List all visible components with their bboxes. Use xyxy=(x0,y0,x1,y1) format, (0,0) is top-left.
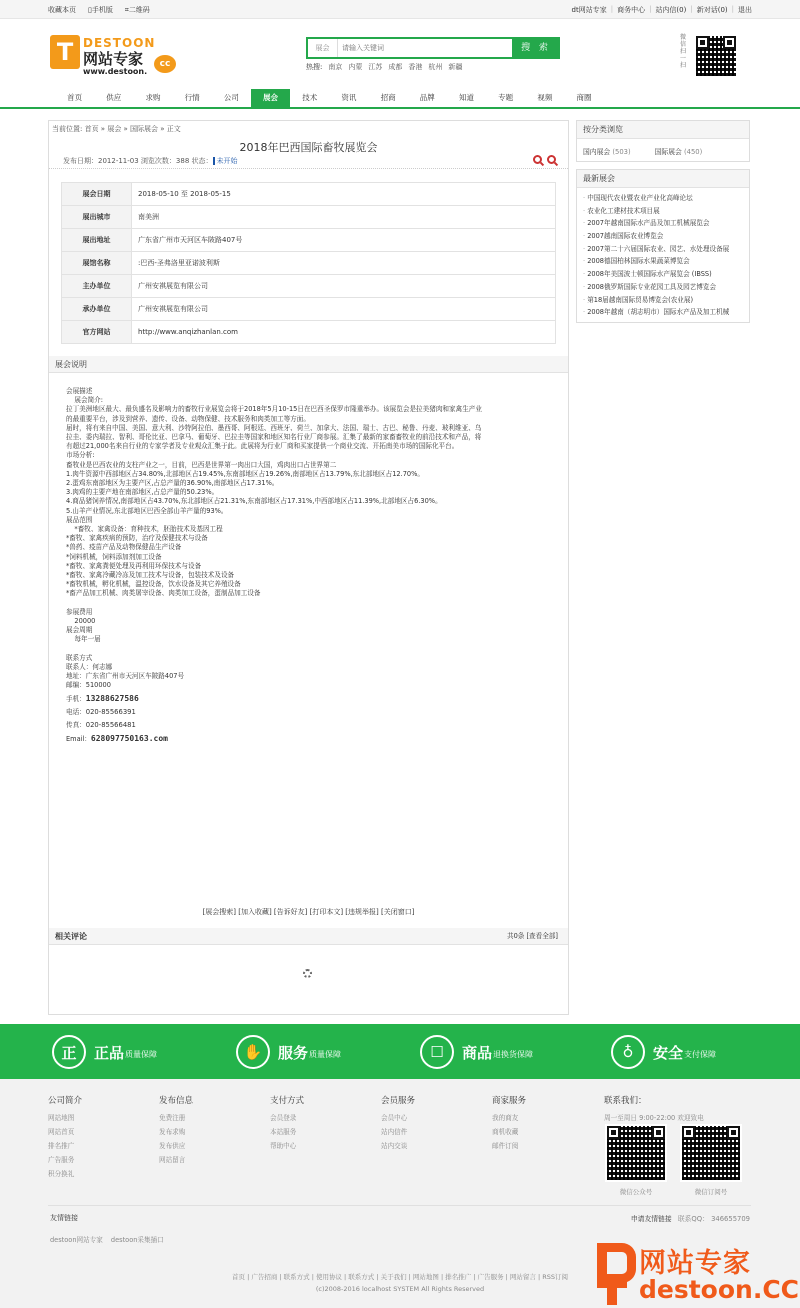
nav-item[interactable]: 资讯 xyxy=(341,93,357,102)
description-line: 届时，将有来自中国、美国、意大利、沙特阿拉伯、墨西哥、阿根廷、西班牙、荷兰、加拿大、法国、瑞士、古巴、秘鲁、丹麦、玻利维亚、乌 xyxy=(66,423,482,432)
search-button[interactable]: 搜 索 xyxy=(512,37,560,59)
apply-link-button[interactable]: 申请友情链接 xyxy=(630,1215,672,1223)
description-line: 参展费用 xyxy=(66,607,93,616)
contact-hours: 周一至周日 9:00-22:00 欢迎致电 xyxy=(604,1114,704,1122)
footer-link[interactable]: 免费注册 xyxy=(159,1114,186,1122)
info-value: 广州安祺展览有限公司 xyxy=(132,298,556,321)
description-line: 拉丁美洲地区最大、最负盛名及影响力的畜牧行业展览会将于2018年5月10-15日在巴西圣保罗市隆重举办。该展览会是拉美猪肉和家禽生产业 xyxy=(66,405,482,414)
info-value: 南美洲 xyxy=(132,206,556,229)
bag-icon: ☐ xyxy=(420,1035,454,1069)
qrcode-caption: 微信扫一扫 xyxy=(680,34,687,69)
info-row xyxy=(62,298,556,321)
qrcode-link[interactable] xyxy=(125,5,150,15)
nav-item[interactable]: 求购 xyxy=(145,93,161,102)
status-badge: 未开始 xyxy=(213,157,238,165)
article-meta xyxy=(49,153,568,169)
copyright: (c)2008-2016 localhost SYSTEM All Rights Reserved xyxy=(315,1285,485,1293)
feature-title: 安全 xyxy=(653,1043,684,1062)
info-key: 官方网站 xyxy=(62,321,132,344)
nav-item[interactable]: 供应 xyxy=(106,93,122,102)
info-row xyxy=(62,321,556,344)
latest-expo-link[interactable]: · 2008俄罗斯国际专业花园工具及园艺博览会 xyxy=(583,281,743,294)
logo-url: www.destoon. xyxy=(83,67,148,76)
description-line: 联系人：何志娜 xyxy=(66,663,113,672)
feature-security xyxy=(611,1034,716,1070)
description-line: 展会周期 xyxy=(66,626,93,635)
comments-count-link[interactable]: 共0条 [查看全部] xyxy=(507,932,558,940)
info-row xyxy=(62,206,556,229)
latest-expo-link[interactable]: · 第18届越南国际贸易博览会(农业展) xyxy=(583,294,743,307)
divider: | xyxy=(610,5,614,13)
description-line: 1.肉牛资源中西部地区占34.80%,北部地区占19.45%,东南部地区占19.26%,南部地区占13.79%,东北部地区占12.70%。 xyxy=(66,469,424,478)
meta-text: 发布日期：2012-11-03 浏览次数：388 状态： xyxy=(63,157,213,165)
footer-col-title: 公司简介 xyxy=(48,1096,83,1106)
description-line: 展会简介: xyxy=(66,396,103,405)
hot-item[interactable]: 成都 xyxy=(388,63,403,71)
description-line: 4.商品猪饲养情况,南部地区占43.70%,东北部地区占21.31%,东南部地区占17.31%,中西部地区占11.39%,北部地区占6.30%。 xyxy=(66,497,442,506)
footer-col-title: 联系我们： xyxy=(604,1096,647,1106)
description-line: *饲料机械，饲料添加剂加工设备 xyxy=(66,552,162,561)
description-line: 畜牧业是巴西农业的支柱产业之一，目前，巴西是世界第一肉出口大国，鸡肉出口占世界第二 xyxy=(66,460,337,469)
divider xyxy=(48,1205,751,1206)
main-nav xyxy=(0,89,800,109)
contact-value: 628097750163.com xyxy=(90,733,168,743)
info-key: 展出城市 xyxy=(62,206,132,229)
loading-spinner-icon xyxy=(303,969,312,978)
description-line: *兽药、疫苗产品及动物保健品生产设备 xyxy=(66,543,182,552)
hot-item[interactable]: 江苏 xyxy=(368,63,383,71)
feature-subtitle: 质量保障 xyxy=(309,1050,342,1059)
nav-item[interactable]: 展会 xyxy=(251,89,290,107)
footer-link[interactable]: 我的商友 xyxy=(492,1114,519,1122)
category-count: (450) xyxy=(684,148,703,156)
contact-line xyxy=(66,692,556,706)
nav-item[interactable]: 专题 xyxy=(498,93,514,102)
feature-goods xyxy=(420,1034,533,1070)
feature-subtitle: 退换货保障 xyxy=(493,1050,534,1059)
description-line: 5.山羊产业情况,东北部地区巴西全部山羊产量的93%。 xyxy=(66,506,228,515)
info-key: 主办单位 xyxy=(62,275,132,298)
info-value: 2018-05-10 至 2018-05-15 xyxy=(132,183,556,206)
contact-key: 手机： xyxy=(66,694,86,703)
nav-item[interactable]: 商圈 xyxy=(576,93,592,102)
mobile-label: 手机版 xyxy=(91,6,113,14)
contact-line xyxy=(66,706,556,719)
nav-item[interactable]: 公司 xyxy=(223,93,239,102)
nav-item[interactable]: 视频 xyxy=(537,93,553,102)
info-row xyxy=(62,252,556,275)
logo-en: DESTOON xyxy=(83,36,156,50)
description-line: *畜牧、家禽设备：育种技术，胚胎技术及基因工程 xyxy=(66,525,223,534)
latest-expo-link[interactable]: · 农业化工建材技术项目展 xyxy=(583,205,743,218)
chat-link[interactable]: 新对话(0) xyxy=(696,6,728,14)
description-line: 3.肉鸡的主要产地在南部地区,占总产量的50.23%。 xyxy=(66,488,219,497)
latest-expo-link[interactable]: · 中国现代农业暨农业产业化高峰论坛 xyxy=(583,192,743,205)
description-line: *畜牧、家禽冷藏冷冻及加工技术与设备，包装技术及设备 xyxy=(66,571,235,580)
feature-title: 正品 xyxy=(94,1043,125,1062)
info-key: 展会日期 xyxy=(62,183,132,206)
divider: | xyxy=(731,5,734,13)
footer-column xyxy=(381,1094,415,1153)
footer-link[interactable]: 网站留言 xyxy=(159,1156,186,1164)
search-box xyxy=(306,37,560,59)
footer-col-title: 商家服务 xyxy=(492,1096,527,1106)
contact-value: 13288627586 xyxy=(85,693,139,703)
feature-subtitle: 质量保障 xyxy=(125,1050,158,1059)
breadcrumb: 当前位置: 首页 » 展会 » 国际展会 » 正文 xyxy=(52,125,181,133)
description-line xyxy=(66,645,556,654)
contact-value: 020-85566481 xyxy=(85,720,136,729)
description-line: 会展描述 xyxy=(66,387,93,395)
footer-link[interactable]: 站内交谈 xyxy=(381,1142,408,1150)
footer-column xyxy=(492,1094,526,1153)
footer-col-title: 发布信息 xyxy=(159,1096,194,1106)
nav-item[interactable]: 知道 xyxy=(458,93,474,102)
description-line: 邮编：510000 xyxy=(66,681,111,690)
logo-cn: 网站专家 xyxy=(83,50,144,68)
article-tools[interactable]: [展会搜索] [加入收藏] [告诉好友] [打印本文] [违规举报] [关闭窗口] xyxy=(202,908,415,916)
logo-mark-icon: T xyxy=(50,35,80,69)
info-row xyxy=(62,229,556,252)
page-title: 2018年巴西国际畜牧展览会 xyxy=(239,141,378,154)
hot-label: 热搜: xyxy=(306,63,323,71)
comments-title: 相关评论 xyxy=(55,932,87,941)
bottom-links[interactable]: 首页 | 广告招商 | 联系方式 | 使用协议 | 联系方式 | 关于我们 | 网站地图 | 排名推广 | 广告服务 | 网站留言 | RSS订阅 xyxy=(232,1273,568,1281)
hot-item[interactable]: 南京 xyxy=(328,63,343,71)
description-line: 拉圭、委内瑞拉、智利、哥伦比亚、巴拿马、葡萄牙、巴拉圭等国家和地区知名行业厂商参展。汇集了最新的家畜畜牧业的前沿技术和产品，将 xyxy=(66,433,482,442)
logo-cc: cc xyxy=(154,55,176,73)
footer-col-title: 支付方式 xyxy=(270,1096,305,1106)
footer-link[interactable]: 网站地图 xyxy=(48,1114,75,1122)
footer-link[interactable]: 邮件订阅 xyxy=(492,1142,519,1150)
description-line: *畜牧、家禽疾病的预防，治疗及保健技术与设备 xyxy=(66,534,208,543)
site-logo[interactable] xyxy=(50,33,178,79)
watermark-en: destoon.CC xyxy=(639,1275,800,1304)
latest-expo-link[interactable]: · 2008德国柏林国际水果蔬菜博览会 xyxy=(583,255,743,268)
latest-expo-link[interactable]: · 2008年越南（胡志明市）国际水产品及加工机械 xyxy=(583,306,743,319)
nav-item[interactable]: 技术 xyxy=(302,93,318,102)
feature-genuine xyxy=(52,1034,157,1070)
info-row xyxy=(62,275,556,298)
comments-header xyxy=(49,928,568,945)
qrcode-icon: ⌗ xyxy=(124,6,129,14)
info-row xyxy=(62,183,556,206)
section-header: 展会说明 xyxy=(49,356,568,373)
description-line: *畜牧机械，孵化机械，温控设备，饮水设备及其它养殖设备 xyxy=(66,580,241,589)
nav-item[interactable]: 首页 xyxy=(67,93,83,102)
search-category-select[interactable]: 展会 xyxy=(308,39,338,57)
watermark-logo xyxy=(595,1241,800,1308)
hot-item[interactable]: 香港 xyxy=(408,63,423,71)
feature-service xyxy=(236,1034,341,1070)
watermark-t-stem xyxy=(607,1281,617,1305)
nav-item[interactable]: 品牌 xyxy=(419,93,435,102)
footer-link[interactable]: 发布供应 xyxy=(159,1142,186,1150)
friend-link[interactable]: destoon网站专家 xyxy=(50,1236,103,1244)
description-line: 联系方式 xyxy=(66,653,93,662)
footer-link[interactable]: 广告服务 xyxy=(48,1156,75,1164)
expo-info-table xyxy=(61,182,556,344)
info-value: 广东省广州市天河区车陂路407号 xyxy=(132,229,556,252)
contact-qq: 联系QQ： 346655709 xyxy=(677,1215,750,1223)
qrcode-caption: 微信公众号 xyxy=(619,1188,653,1196)
feature-title: 服务 xyxy=(278,1043,309,1062)
description-line: 有超过21,000名来自行业的专家学者及专业观众汇集于此。此展将为行业厂商和买家提供一个商业交流、开拓南美市场的国际化平台。 xyxy=(66,442,459,451)
panel-title: 最新展会 xyxy=(577,170,749,188)
genuine-icon: 正 xyxy=(52,1035,86,1069)
description-line: 2.蛋鸡东南部地区为主要产区,占总产量的36.90%,南部地区占17.31%。 xyxy=(66,479,279,488)
footer-link[interactable]: 积分换礼 xyxy=(48,1170,75,1178)
footer-link[interactable]: 会员中心 xyxy=(381,1114,408,1122)
contact-value: 020-85566391 xyxy=(85,707,136,716)
messages-link[interactable]: 站内信(0) xyxy=(655,6,687,14)
contact-key: Email： xyxy=(66,734,91,743)
footer-link[interactable]: 本站服务 xyxy=(270,1128,297,1136)
description-line: *畜产品加工机械、肉类屠宰设备、肉类加工设备，蛋制品加工设备 xyxy=(66,589,261,598)
logout-link[interactable]: 退出 xyxy=(738,6,752,14)
feature-subtitle: 支付保障 xyxy=(684,1050,717,1059)
contact-line xyxy=(66,719,556,732)
latest-expo-link[interactable]: · 2007越南国际农业博览会 xyxy=(583,230,743,243)
hot-searches xyxy=(306,62,462,72)
footer-link[interactable]: 排名推广 xyxy=(48,1142,75,1150)
top-bar xyxy=(0,0,800,19)
info-value: 广州安祺展览有限公司 xyxy=(132,275,556,298)
description-line: 市场分析: xyxy=(66,451,95,460)
description-line: *畜牧、家禽粪便处理及再利用环保技术与设备 xyxy=(66,561,202,570)
nav-item[interactable]: 行情 xyxy=(184,93,200,102)
friend-link[interactable]: destoon采集插口 xyxy=(110,1236,164,1244)
footer-column xyxy=(270,1094,304,1153)
header-qrcode xyxy=(680,34,750,78)
description-line: 每年一届 xyxy=(66,635,101,644)
info-key: 展馆名称 xyxy=(62,252,132,275)
hot-item[interactable]: 内蒙 xyxy=(348,63,363,71)
wechat-qrcode-2 xyxy=(680,1124,742,1182)
hot-item[interactable]: 杭州 xyxy=(428,63,443,71)
zoom-out-icon[interactable] xyxy=(547,155,556,164)
footer-link[interactable]: 商机收藏 xyxy=(492,1128,519,1136)
footer-column xyxy=(48,1094,82,1181)
description-line: 地址：广东省广州市天河区车陂路407号 xyxy=(66,672,185,681)
description-line xyxy=(66,599,556,608)
info-key: 展出地址 xyxy=(62,229,132,252)
description-line: 20000 xyxy=(66,617,96,626)
contact-key: 电话： xyxy=(66,707,86,716)
contact-line xyxy=(66,732,556,746)
qrcode-image xyxy=(694,34,738,78)
zoom-in-icon[interactable] xyxy=(533,155,542,164)
category-panel xyxy=(576,120,750,162)
friend-links-title: 友情链接 xyxy=(50,1214,78,1222)
latest-expos-panel xyxy=(576,169,750,323)
footer-link[interactable]: 站内信件 xyxy=(381,1128,408,1136)
footer-col-title: 会员服务 xyxy=(381,1096,416,1106)
business-center-link[interactable]: 商务中心 xyxy=(617,6,646,14)
category-count: (503) xyxy=(612,148,631,156)
latest-expo-link[interactable]: · 2008年美国波士顿国际水产展览会 (IBSS) xyxy=(583,268,743,281)
search-input[interactable] xyxy=(342,39,512,57)
bookmark-link[interactable]: 收藏本页 xyxy=(48,6,76,14)
description-line: 的最重要平台，涉及到营养、遗传、设备、动物保健、技术服务和肉类加工等方面。 xyxy=(66,414,310,423)
hands-icon: ✋ xyxy=(236,1035,270,1069)
info-value[interactable]: http://www.anqizhanlan.com xyxy=(132,321,556,344)
wechat-qrcode-1 xyxy=(605,1124,667,1182)
footer-contact xyxy=(604,1094,704,1125)
category-name: 国内展会 xyxy=(583,148,611,156)
footer-link[interactable]: 发布求购 xyxy=(159,1128,186,1136)
divider: | xyxy=(649,5,652,13)
info-key: 承办单位 xyxy=(62,298,132,321)
hot-item[interactable]: 新疆 xyxy=(448,63,463,71)
footer-link[interactable]: 会员登录 xyxy=(270,1114,297,1122)
contact-key: 传真： xyxy=(66,720,86,729)
footer-column xyxy=(159,1094,193,1167)
latest-expo-link[interactable]: · 2007年越南国际水产品及加工机械展览会 xyxy=(583,217,743,230)
footer-link[interactable]: 网站首页 xyxy=(48,1128,75,1136)
phone-icon: ▯ xyxy=(88,6,92,14)
divider: | xyxy=(690,5,693,13)
info-value: :巴西-圣弗洛里亚诺波利斯 xyxy=(132,252,556,275)
footer-link[interactable]: 帮助中心 xyxy=(270,1142,297,1150)
category-link[interactable] xyxy=(583,146,631,156)
expo-description xyxy=(66,387,556,746)
latest-expo-link[interactable]: · 2007第二十六届国际农业、园艺、水处理设备展 xyxy=(583,243,743,256)
qrcode-caption: 微信订阅号 xyxy=(694,1188,728,1196)
mobile-link[interactable] xyxy=(88,5,113,15)
qrcode-label: 二维码 xyxy=(128,6,150,14)
description-line: 展品范围 xyxy=(66,515,93,524)
category-name: 国际展会 xyxy=(654,148,682,156)
guarantee-band xyxy=(0,1024,800,1079)
user-link[interactable]: dt网站专家 xyxy=(571,6,607,14)
watermark-cn: 网站专家 xyxy=(639,1248,751,1279)
nav-item[interactable]: 招商 xyxy=(380,93,396,102)
category-link[interactable] xyxy=(655,146,703,156)
panel-title: 按分类浏览 xyxy=(577,121,749,139)
feature-title: 商品 xyxy=(462,1043,493,1062)
shield-icon: ♁ xyxy=(611,1035,645,1069)
